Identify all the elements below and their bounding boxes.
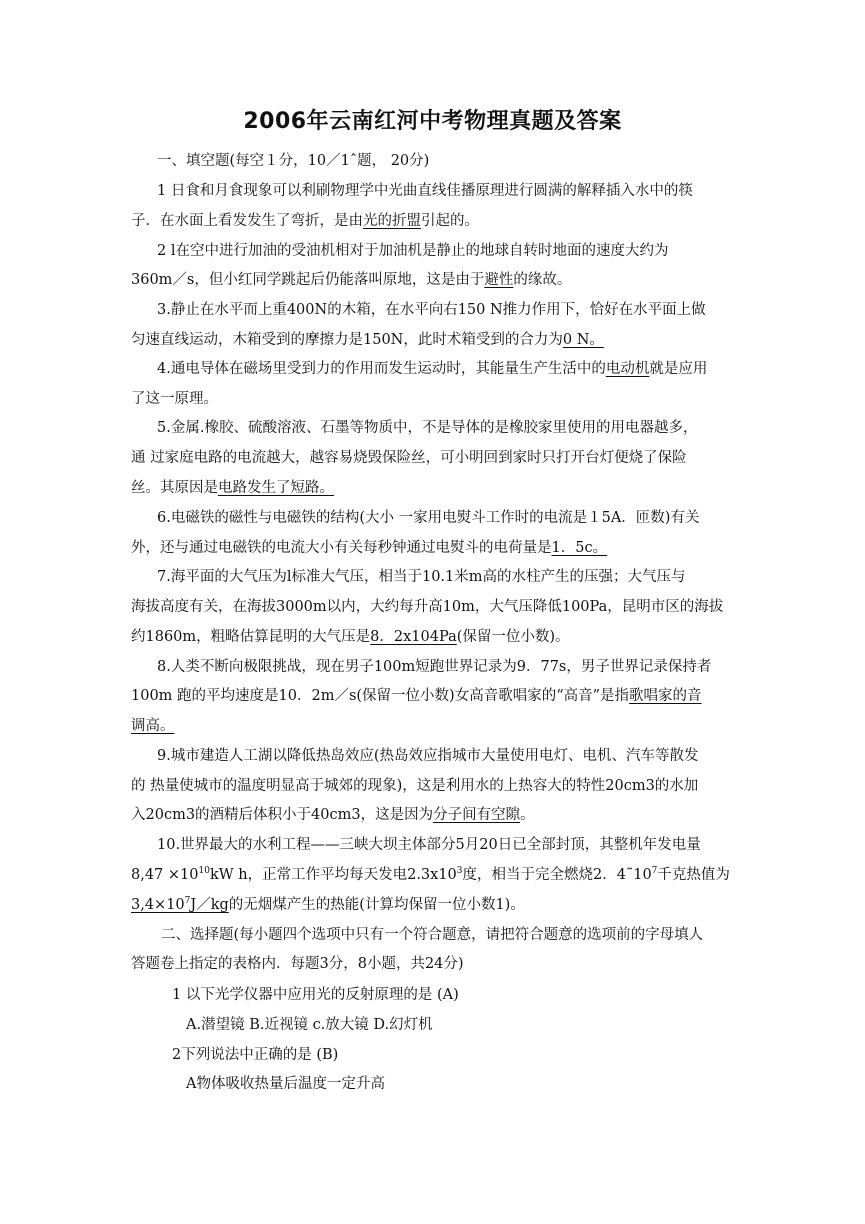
q7-line-1: 7.海平面的大气压为l标准大气压，相当于10.1米m高的水柱产生的压强；大气压与 <box>157 569 686 585</box>
q9-text: 入20cm3的酒精后体积小于40cm3，这是因为 <box>131 807 434 823</box>
mc-q2-option-a: A物体吸收热量后温度一定升高 <box>186 1076 385 1092</box>
q1-line-1: 1 日食和月食现象可以利刷物理学中光曲直线佳播原理进行圆满的解释插入水中的筷 <box>157 183 693 199</box>
q6-text: 外，还与通过电磁铁的电流大小有关每秒钟通过电熨斗的电荷量是 <box>131 540 552 556</box>
q10-text-a: 8,47 ×10 <box>131 867 199 883</box>
q10-answer-exponent: 7 <box>184 896 191 906</box>
q6-line-2 <box>131 538 607 558</box>
q10-exponent-3: 7 <box>651 866 658 876</box>
q10-text-d: 千克热值为 <box>657 867 730 883</box>
mc-q2-stem: 2下列说法中正确的是 (B) <box>172 1047 339 1063</box>
q3-line-1: 3.静止在水平而上重400N的木箱，在水平向右150 N推力作用下，恰好在水平面上做 <box>157 302 706 318</box>
q2-text: 360m／s，但小红同学跳起后仍能落叫原地，这是由于 <box>131 272 485 288</box>
q10-answer-mantissa: 3,4×10 <box>131 897 185 913</box>
q8-line-1: 8.人类不断向极限挑战，现在男子100m短跑世界记录为9．77s，男子世界记录保持者 <box>157 659 712 675</box>
q5-line-2: 通 过家庭电路的电流越大，越容易烧毁保险丝，可小明回到家时只打开台灯便烧了保险 <box>131 450 687 466</box>
section-heading-fill-in: 一、填空题(每空１分，10／1ˆ题， 20分) <box>157 153 430 169</box>
q10-exponent-2: 3 <box>456 866 463 876</box>
q7-answer: 8．2x104Pa <box>370 629 457 645</box>
q10-answer <box>131 897 229 913</box>
q8-answer-cont: 调高。 <box>131 718 175 734</box>
q5-line-3 <box>131 478 334 498</box>
q5-text: 丝。其原因是 <box>131 480 218 496</box>
q8-answer: 歌唱家的音 <box>629 688 702 704</box>
q10-text-c: 度，相当于完全燃烧2．4˜10 <box>462 867 652 883</box>
q10-answer-unit: J／kg <box>190 897 229 913</box>
section-heading-choice: 二、选择题(每小题四个选项中只有一个符合题意，请把符合题意的选项前的字母填人 <box>161 927 704 943</box>
q3-text: 匀速直线运动，木箱受到的摩擦力是150N，此时术箱受到的合力为 <box>131 332 563 348</box>
q10-line-1: 10.世界最大的水利工程——三峡大坝主体部分5月20日已全部封顶，其整机年发电量 <box>157 837 701 853</box>
q9-line-2: 的 热量使城市的温度明显高于城郊的现象)，这是利用水的上热容大的特性20cm3的水加 <box>131 778 699 794</box>
mc-q1-options: A.潜望镜 B.近视镜 c.放大镜 D.幻灯机 <box>186 1017 433 1033</box>
section-heading-choice-cont: 答题卷上指定的表格内．每题3分，8小题，共24分) <box>131 956 464 972</box>
q1-answer: 光的折盟 <box>363 213 421 229</box>
q4-text: 4.通电导体在磁场里受到力的作用而发生运动时，其能量生产生活中的 <box>157 361 606 377</box>
q4-line-1 <box>157 359 707 379</box>
q9-text-end: 。 <box>520 807 535 823</box>
q4-line-2: 了这一原理。 <box>131 391 218 407</box>
q2-answer: 避性 <box>484 272 514 288</box>
q10-exponent-1: 10 <box>198 866 210 876</box>
page-title: 2006年云南红河中考物理真题及答案 <box>243 109 622 134</box>
q10-line-3 <box>131 895 525 915</box>
q2-text-end: 的缘故。 <box>513 272 572 288</box>
q6-answer: 1．5c。 <box>551 540 608 556</box>
q10-text-b: kW h，正常工作平均每天发电2.3x10 <box>209 867 457 883</box>
q7-line-2: 海拔高度有关，在海拔3000m以内，大约每升高10m，大气压降低100Pa，昆明市区的海拔 <box>131 599 724 615</box>
q2-line-2 <box>131 270 571 290</box>
q4-answer: 电动机 <box>605 361 650 377</box>
q4-text-end: 就是应用 <box>649 361 708 377</box>
q8-line-2 <box>131 686 702 706</box>
q9-answer: 分子间有空隙 <box>433 807 521 823</box>
q1-text: 子．在水面上看发发生了弯折，是由 <box>131 213 363 229</box>
q3-answer: 0 N。 <box>562 332 604 348</box>
q7-line-3 <box>131 627 570 647</box>
q7-text-end: (保留一位小数)。 <box>456 629 570 645</box>
q2-line-1: 2 l在空中进行加油的受油机相对于加油机是静止的地球自转时地面的速度大约为 <box>157 243 669 259</box>
q9-line-1: 9.城市建造人工湖以降低热岛效应(热岛效应指城市大量使用电灯、电机、汽车等散发 <box>157 748 699 764</box>
q6-line-1: 6.电磁铁的磁性与电磁铁的结构(大小 一家用电熨斗工作时的电流是１5A．匝数)有关 <box>157 510 700 526</box>
q9-line-3 <box>131 805 535 825</box>
mc-q1-stem: 1 以下光学仪器中应用光的反射原理的是 (A) <box>172 987 459 1003</box>
q5-line-1: 5.金属.橡胶、硫酸溶液、石墨等物质中，不是导体的是橡胶家里使用的用电器越多， <box>157 420 698 436</box>
q1-line-2 <box>131 211 479 231</box>
q8-line-3 <box>131 716 175 736</box>
q3-line-2 <box>131 330 604 350</box>
q1-text-end: 引起的。 <box>421 213 479 229</box>
q10-text-end: 的无烟煤产生的热能(计算均保留一位小数1)。 <box>228 897 525 913</box>
q8-text: 100m 跑的平均速度是10．2m／s(保留一位小数)女高音歌唱家的“高音”是指 <box>131 688 630 704</box>
q5-answer: 电路发生了短路。 <box>218 480 334 496</box>
q7-text: 约1860m，粗略估算昆明的大气压是 <box>131 629 371 645</box>
q10-line-2 <box>131 865 730 885</box>
